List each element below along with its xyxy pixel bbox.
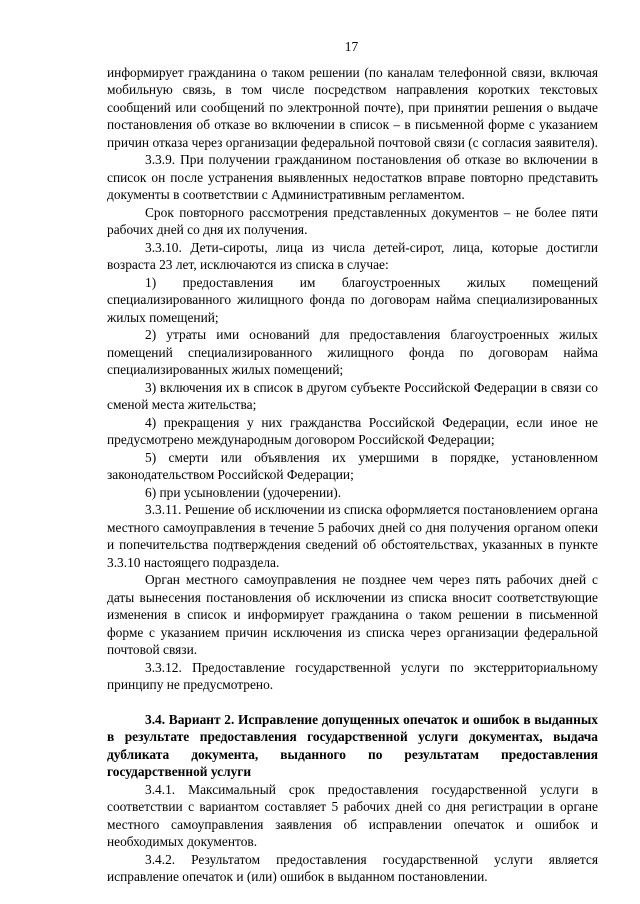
paragraph-3-3-10: 3.3.10. Дети-сироты, лица из числа детей-сирот, лица, которые достигли возраста 23 лет, исключаются из списка в случае: [107, 239, 598, 272]
list-item-5: 5) смерти или объявления их умершими в порядке, установленном законодательством Российской Федерации; [107, 449, 598, 482]
page-number: 17 [344, 39, 359, 54]
paragraph-3-4-1: 3.4.1. Максимальный срок предоставления государственной услуги в соответствии с вариантом составляет 5 рабочих дней со дня регистрации в органе местного самоуправления заявления об исправлении опечаток и ошибок и необходимых документов. [107, 781, 598, 849]
section-gap [107, 694, 598, 711]
paragraph-3-3-12: 3.3.12. Предоставление государственной услуги по экстерриториальному принципу не предусмотрено. [107, 659, 598, 692]
list-item-6: 6) при усыновлении (удочерении). [145, 484, 342, 500]
list-item-2: 2) утраты ими оснований для предоставления благоустроенных жилых помещений специализированного жилищного фонда по договорам найма специализированных жилых помещений; [107, 327, 598, 377]
paragraph-3-3-11: 3.3.11. Решение об исключении из списка оформляется постановлением органа местного самоуправления в течение 5 рабочих дней со дня получения органом опеки и попечительства подтверждения сведений об обстоятельствах, указанных в пункте 3.3.10 настоящего подраздела. [107, 502, 598, 570]
list-item-4: 4) прекращения у них гражданства Российской Федерации, если иное не предусмотрено международным договором Российской Федерации; [107, 414, 598, 447]
paragraph-repeat-review-term: Срок повторного рассмотрения представленных документов – не более пяти рабочих дней со дня их получения. [107, 204, 598, 237]
paragraph-continuation: информирует гражданина о таком решении (по каналам телефонной связи, включая мобильную связь, в том числе посредством направления коротких текстовых сообщений или сообщений по электронной почте), при принятии решения о выдаче постановления об отказе во включении в список – в письменной форме с указанием причин отказа через организации федеральной почтовой связи (с согласия заявителя). [107, 64, 598, 150]
list-item-1: 1) предоставления им благоустроенных жилых помещений специализированного жилищного фонда по договорам найма специализированных жилых помещений; [107, 274, 598, 325]
list-item-3: 3) включения их в список в другом субъекте Российской Федерации в связи со сменой места жительства; [107, 379, 598, 412]
section-heading-3-4: 3.4. Вариант 2. Исправление допущенных опечаток и ошибок в выданных в результате предоставления государственной услуги документах, выдача дубликата документа, выданного по результатам предоставления государственной услуги [107, 711, 598, 779]
paragraph-3-4-2: 3.4.2. Результатом предоставления государственной услуги является исправление опечаток и (или) ошибок в выданном постановлении. [107, 851, 598, 884]
paragraph-3-3-9: 3.3.9. При получении гражданином постановления об отказе во включении в список он после устранения выявленных недостатков вправе повторно представить документы в соответствии с Административным регламентом. [107, 152, 598, 202]
paragraph-local-authority: Орган местного самоуправления не позднее чем через пять рабочих дней с даты вынесения постановления об исключении из списка вносит соответствующие изменения в список и информирует гражданина о таком решении в письменной форме с указанием причин исключения из списка через организации федеральной почтовой связи. [107, 572, 598, 657]
